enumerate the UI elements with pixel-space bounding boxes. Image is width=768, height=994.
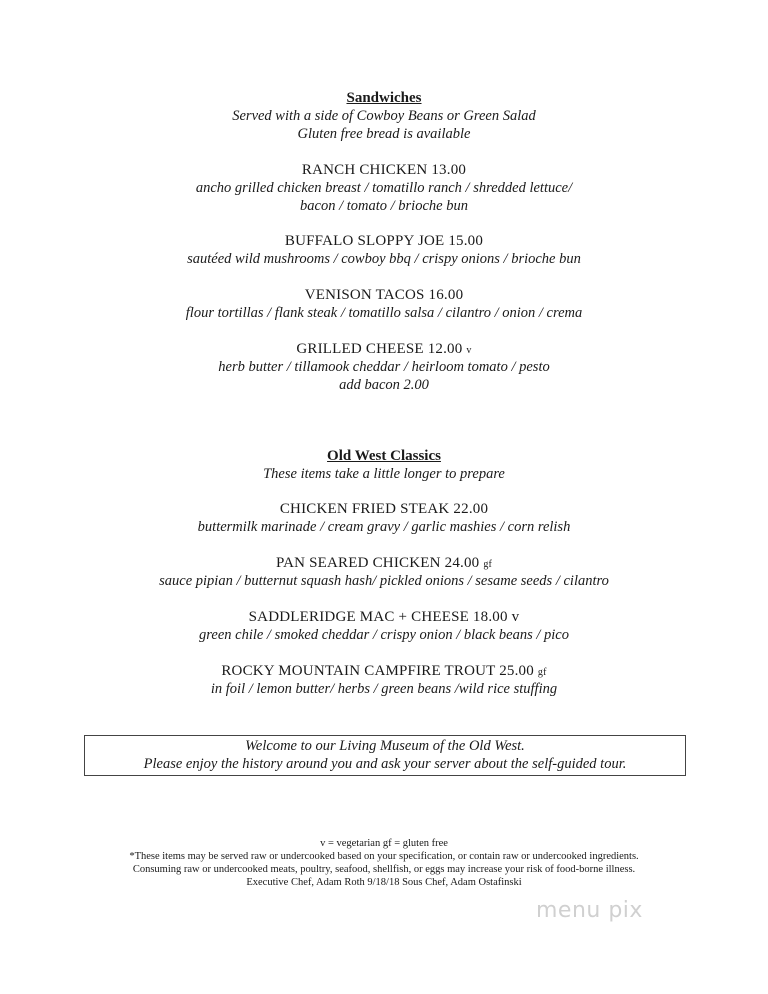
welcome-box bbox=[84, 735, 686, 776]
menu-item-description: sauce pipian / butternut squash hash/ pickled onions / sesame seeds / cilantro bbox=[159, 573, 609, 589]
menu-item-name: RANCH CHICKEN 13.00 bbox=[301, 162, 467, 178]
vegetarian-tag: v bbox=[466, 345, 472, 356]
sandwiches-title: Sandwiches bbox=[346, 90, 422, 106]
menu-item-name: ROCKY MOUNTAIN CAMPFIRE TROUT 25.00 gf bbox=[221, 663, 547, 679]
classics-subtitle: These items take a little longer to prepare bbox=[263, 466, 505, 482]
sandwiches-subtitle: Served with a side of Cowboy Beans or Green Salad bbox=[232, 108, 536, 124]
menu-item-name: BUFFALO SLOPPY JOE 15.00 bbox=[284, 233, 484, 249]
menupix-watermark: menu pix bbox=[536, 898, 643, 923]
welcome-line: Please enjoy the history around you and ask your server about the self-guided tour. bbox=[143, 756, 627, 772]
menu-item-description: sautéed wild mushrooms / cowboy bbq / crispy onions / brioche bun bbox=[187, 251, 581, 267]
dietary-legend: v = vegetarian gf = gluten free bbox=[320, 838, 448, 849]
menu-item-description: in foil / lemon butter/ herbs / green beans /wild rice stuffing bbox=[210, 681, 558, 697]
menu-item-name: GRILLED CHEESE 12.00 v bbox=[296, 341, 472, 357]
menu-item-description: green chile / smoked cheddar / crispy onion / black beans / pico bbox=[199, 627, 569, 643]
gluten-free-tag: gf bbox=[483, 559, 493, 570]
menu-item-description: buttermilk marinade / cream gravy / garlic mashies / corn relish bbox=[197, 519, 571, 535]
menu-item-description: herb butter / tillamook cheddar / heirloom tomato / pesto bbox=[218, 359, 550, 375]
chef-credits: Executive Chef, Adam Roth 9/18/18 Sous Chef, Adam Ostafinski bbox=[246, 877, 522, 888]
menu-item-description: bacon / tomato / brioche bun bbox=[300, 198, 468, 214]
welcome-line: Welcome to our Living Museum of the Old West. bbox=[245, 738, 525, 754]
menu-item-addon: add bacon 2.00 bbox=[339, 377, 429, 393]
food-safety-notice: *These items may be served raw or undercooked based on your specification, or contain raw or undercooked ingredients. bbox=[129, 851, 639, 862]
food-safety-notice: Consuming raw or undercooked meats, poultry, seafood, shellfish, or eggs may increase your risk of food-borne illness. bbox=[132, 864, 636, 875]
gluten-free-tag: gf bbox=[537, 667, 547, 678]
menu-item-name: CHICKEN FRIED STEAK 22.00 bbox=[279, 501, 489, 517]
menu-item-description: ancho grilled chicken breast / tomatillo ranch / shredded lettuce/ bbox=[195, 180, 573, 196]
menu-item-name: PAN SEARED CHICKEN 24.00 gf bbox=[275, 555, 493, 571]
classics-title: Old West Classics bbox=[327, 448, 441, 464]
menu-item-name: VENISON TACOS 16.00 bbox=[304, 287, 464, 303]
menu-item-name: SADDLERIDGE MAC + CHEESE 18.00 v bbox=[248, 609, 520, 625]
menu-item-description: flour tortillas / flank steak / tomatillo salsa / cilantro / onion / crema bbox=[185, 305, 583, 321]
sandwiches-note: Gluten free bread is available bbox=[297, 126, 471, 142]
